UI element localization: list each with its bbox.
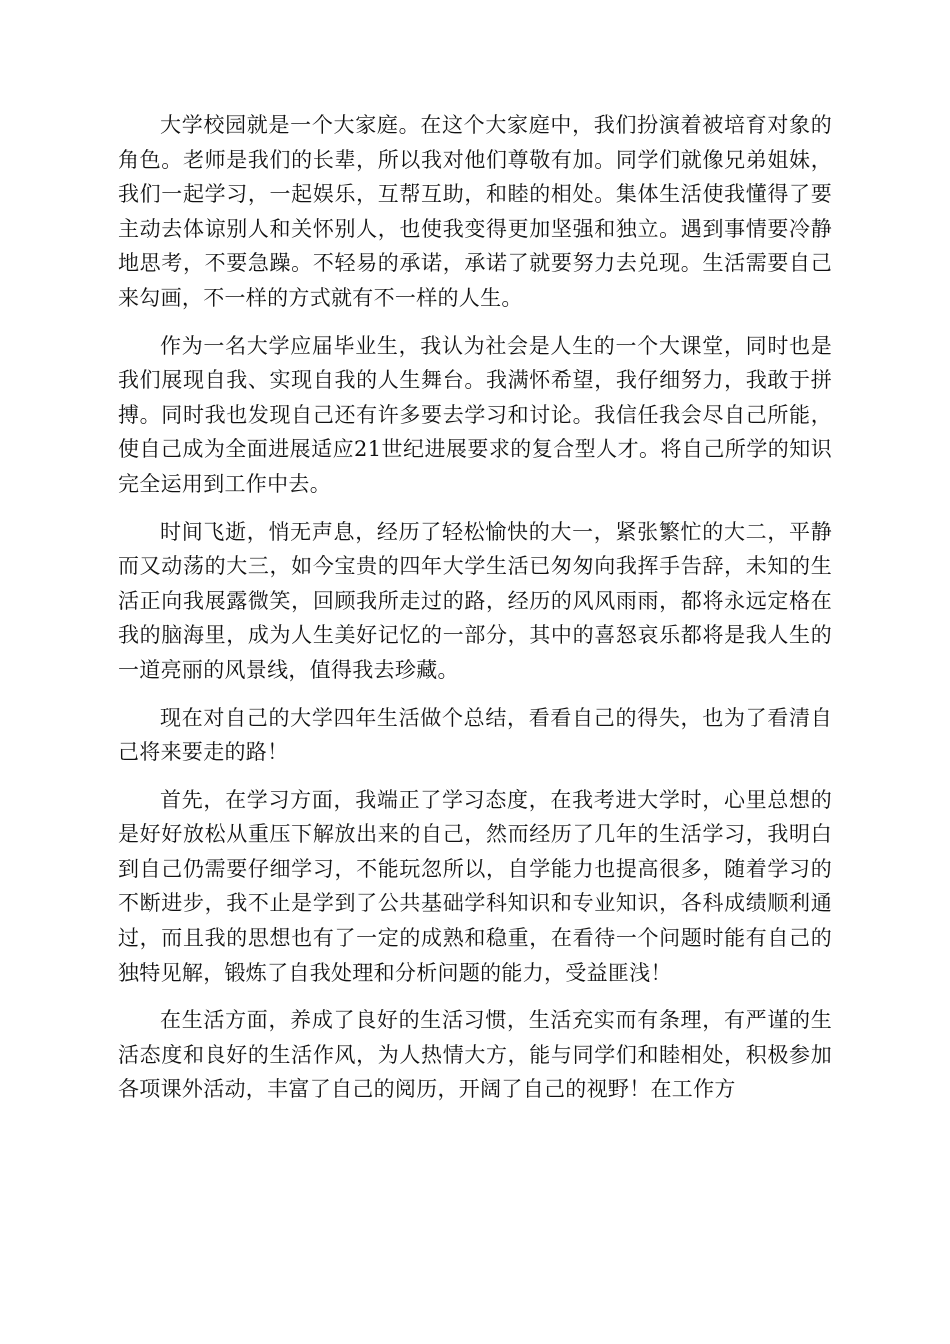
paragraph-campus-family: 大学校园就是一个大家庭。在这个大家庭中，我们扮演着被培育对象的角色。老师是我们的长辈，所以我对他们尊敬有加。同学们就像兄弟姐妹，我们一起学习，一起娱乐，互帮互助，和睦的相处。集体生活使我懂得了要主动去体谅别人和关怀别人，也使我变得更加坚强和独立。遇到事情要冷静地思考，不要急躁。不轻易的承诺，承诺了就要努力去兑现。生活需要自己来勾画，不一样的方式就有不一样的人生。 [118,113,832,310]
paragraph-graduate-outlook: 作为一名大学应届毕业生，我认为社会是人生的一个大课堂，同时也是我们展现自我、实现自我的人生舞台。我满怀希望，我仔细努力，我敢于拼搏。同时我也发现自己还有许多要去学习和讨论。我信任我会尽自己所能，使自己成为全面进展适应21世纪进展要求的复合型人才。将自己所学的知识完全运用到工作中去。 [118,333,832,496]
document-page [118,108,832,1120]
paragraph-summary-intent: 现在对自己的大学四年生活做个总结，看看自己的得失，也为了看清自己将来要走的路！ [118,705,832,765]
paragraph-time-flies: 时间飞逝，悄无声息，经历了轻松愉快的大一，紧张繁忙的大二，平静而又动荡的大三，如今宝贵的四年大学生活已匆匆向我挥手告辞，未知的生活正向我展露微笑，回顾我所走过的路，经历的风风雨雨，都将永远定格在我的脑海里，成为人生美好记忆的一部分，其中的喜怒哀乐都将是我人生的一道亮丽的风景线，值得我去珍藏。 [118,519,832,682]
paragraph-study: 首先，在学习方面，我端正了学习态度，在我考进大学时，心里总想的是好好放松从重压下解放出来的自己，然而经历了几年的生活学习，我明白到自己仍需要仔细学习，不能玩忽所以，自学能力也提高很多，随着学习的不断进步，我不止是学到了公共基础学科知识和专业知识，各科成绩顺利通过，而且我的思想也有了一定的成熟和稳重，在看待一个问题时能有自己的独特见解，锻炼了自我处理和分析问题的能力，受益匪浅！ [118,787,832,985]
paragraph-life: 在生活方面，养成了良好的生活习惯，生活充实而有条理，有严谨的生活态度和良好的生活作风，为人热情大方，能与同学们和睦相处，积极参加各项课外活动，丰富了自己的阅历，开阔了自己的视野！在工作方 [118,1008,832,1102]
